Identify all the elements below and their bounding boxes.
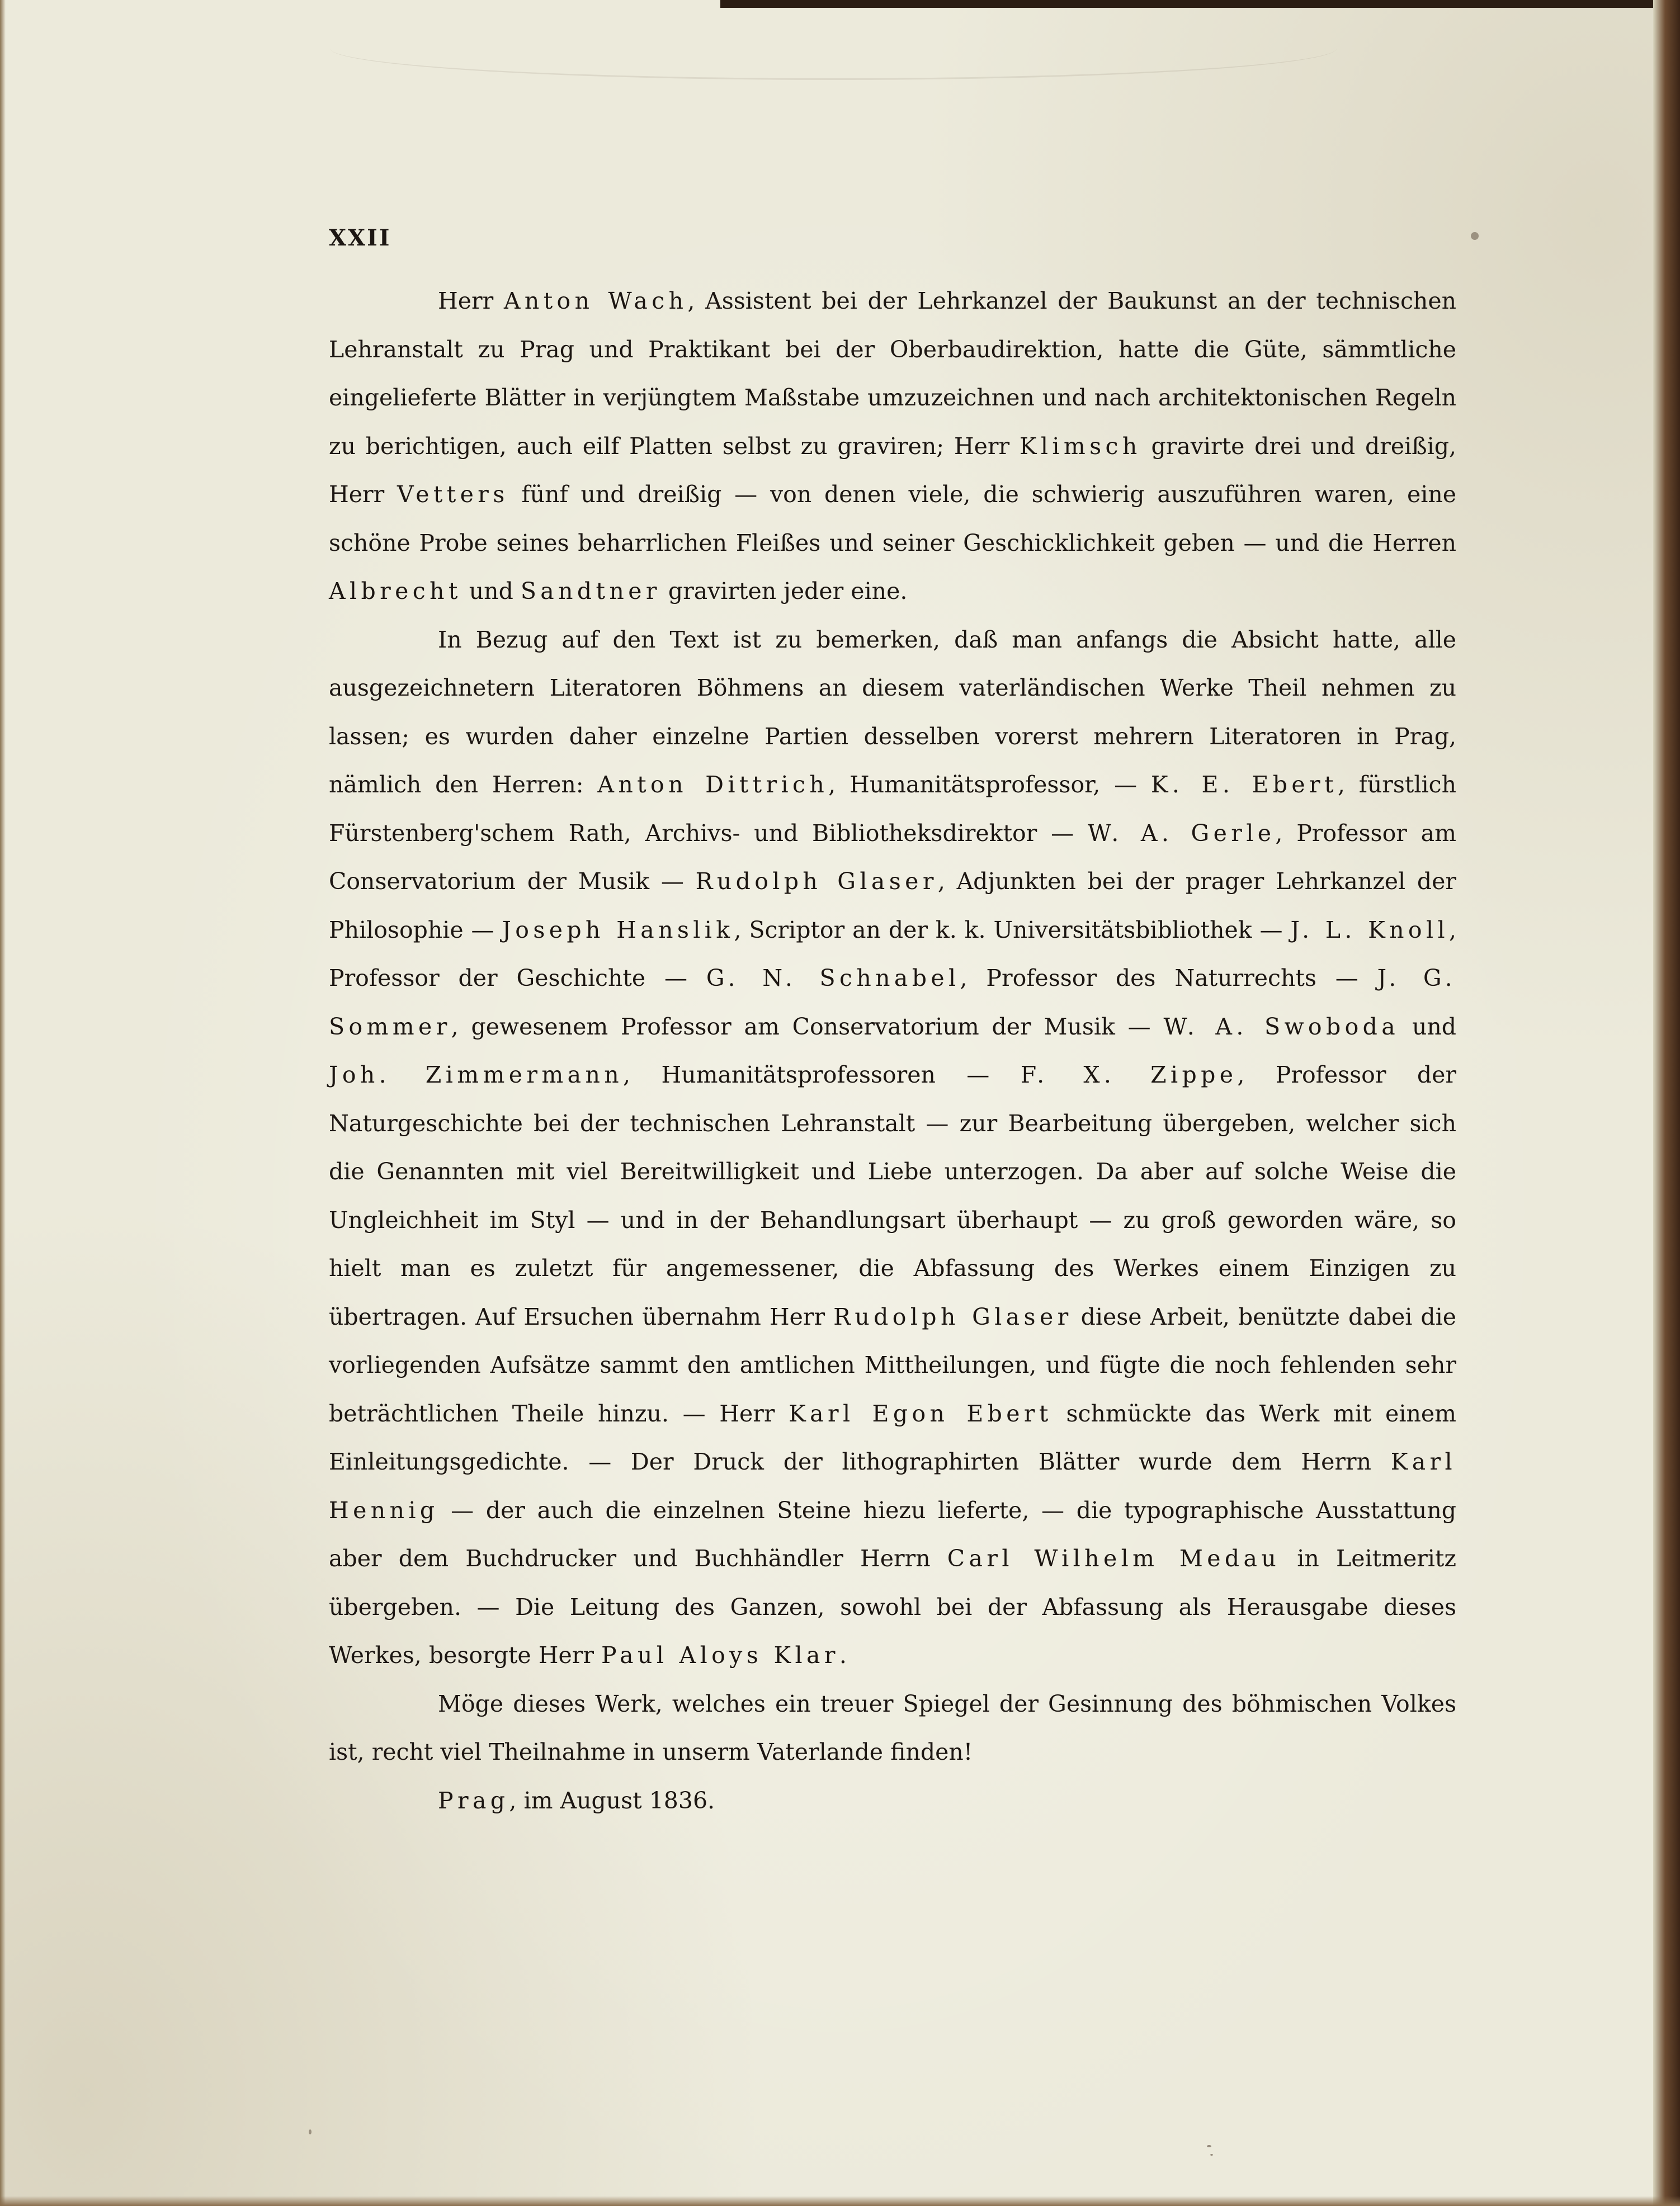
text-run: diese Arbeit, benützte dabei die vorliegenden Aufsätze sammt den amtlichen Mittheilungen, und fügte die noch fehlenden sehr beträchtlichen Theile hinzu. — Herr <box>329 1303 1456 1427</box>
text-run: gravirten jeder eine. <box>660 578 908 604</box>
spaced-name: Vetters <box>397 481 509 508</box>
spaced-name: Karl Egon Ebert <box>789 1400 1053 1427</box>
text-run: Herr <box>438 287 504 314</box>
text-run: , Professor des Naturrechts — <box>960 965 1377 991</box>
spaced-name: Paul Aloys Klar <box>601 1642 839 1669</box>
text-run: . <box>839 1642 847 1669</box>
scan-border-top <box>720 0 1680 8</box>
spaced-name: Anton Dittrich <box>597 771 829 798</box>
spaced-name: Joseph Hanslik <box>502 916 734 943</box>
text-run: , Adjunkten bei der prager Lehrkanzel der Philosophie — <box>329 868 1457 943</box>
page-number: XXII <box>329 225 391 251</box>
text-run: , Humanitätsprofessor, — <box>828 771 1151 798</box>
spaced-name: Carl Wilhelm Medau <box>947 1545 1281 1572</box>
text-run: , Professor am Conservatorium der Musik — <box>329 819 1457 895</box>
spaced-name: G. N. Schnabel <box>706 965 960 991</box>
dateline <box>329 1777 1456 1825</box>
spaced-name: W. A. Swoboda <box>1163 1013 1400 1040</box>
paper-speck <box>309 2129 312 2134</box>
text-run: und <box>1399 1013 1456 1040</box>
text-run: in Leitmeritz übergeben. — Die Leitung des Ganzen, sowohl bei der Abfassung als Herausgabe dieses Werkes, besorgte Herr <box>329 1545 1456 1669</box>
text-run: , Professor der Geschichte — <box>329 916 1456 991</box>
body-text <box>329 277 1456 1825</box>
page-edge-bottom <box>0 2196 1680 2206</box>
paragraph <box>329 616 1456 1680</box>
spaced-name: W. A. Gerle <box>1087 819 1276 847</box>
text-run: schmückte das Werk mit einem Einleitungsgedichte. — Der Druck der lithographirten Blätter wurde dem Herrn <box>329 1400 1456 1475</box>
text-run: , Humanitätsprofessoren — <box>623 1061 1021 1088</box>
spaced-name: F. X. Zippe <box>1020 1061 1238 1088</box>
spaced-name: J. G. Sommer <box>329 965 1456 1040</box>
text-run: , Scriptor an der k. k. Universitätsbibliothek — <box>734 916 1291 943</box>
text-run: und <box>461 578 521 604</box>
page-edge-right <box>1653 0 1680 2206</box>
text-run: fünf und dreißig — von denen viele, die schwierig auszuführen waren, eine schöne Probe seines beharrlichen Fleißes und seiner Geschicklichkeit geben — und die Herren <box>329 481 1457 556</box>
spaced-name: Anton Wach <box>503 287 688 314</box>
text-run: , Professor der Naturgeschichte bei der technischen Lehranstalt — zur Bearbeitung übergeben, welcher sich die Genannten mit viel Bereitwilligkeit und Liebe unterzogen. Da aber auf solche Weise die Ungleichheit im Styl — und in der Behandlungsart überhaupt — zu groß geworden wäre, so hielt man es zuletzt für angemessener, die Abfassung des Werkes einem Einzigen zu übertragen. Auf Ersuchen übernahm Herr <box>329 1061 1456 1330</box>
paper-speck <box>1207 2145 1211 2147</box>
text-run: In Bezug auf den Text ist zu bemerken, daß man anfangs die Absicht hatte, alle ausgezeichnetern Literatoren Böhmens an diesem vaterländischen Werke Theil nehmen zu lassen; es wurden daher einzelne Partien desselben vorerst mehrern Literatoren in Prag, nämlich den Herren: <box>329 626 1456 798</box>
spaced-name: J. L. Knoll <box>1290 916 1449 943</box>
text-run: , gewesenem Professor am Conservatorium der Musik — <box>451 1013 1164 1040</box>
paper-speck <box>1210 2154 1213 2156</box>
text-run: gravirte drei und dreißig, Herr <box>329 432 1456 508</box>
spaced-name: Albrecht <box>329 578 462 604</box>
paper-speck <box>1471 232 1479 240</box>
spaced-name: Sandtner <box>520 578 661 604</box>
spaced-name: Joh. Zimmermann <box>329 1061 624 1088</box>
spaced-name: Karl Hennig <box>329 1448 1456 1524</box>
text-run: , im August 1836. <box>509 1787 715 1814</box>
text-run: Möge dieses Werk, welches ein treuer Spiegel der Gesinnung des böhmischen Volkes ist, recht viel Theilnahme in unserm Vaterlande finden! <box>329 1690 1456 1765</box>
text-run: , fürstlich Fürstenberg'schem Rath, Archivs- und Bibliotheksdirektor — <box>329 771 1456 847</box>
spaced-name: Rudolph Glaser <box>833 1303 1073 1330</box>
show-through-stain <box>330 17 1337 80</box>
paragraph <box>329 1680 1456 1777</box>
text-run: , Assistent bei der Lehrkanzel der Baukunst an der technischen Lehranstalt zu Prag und Praktikant bei der Oberbaudirektion, hatte die Güte, sämmtliche eingelieferte Blätter in verjüngtem Maßstabe umzuzeichnen und nach architektonischen Regeln zu berichtigen, auch eilf Platten selbst zu graviren; Herr <box>329 287 1456 460</box>
paragraph <box>329 277 1456 616</box>
spaced-name: Rudolph Glaser <box>695 868 938 895</box>
page-edge-left <box>0 0 6 2206</box>
text-run: — der auch die einzelnen Steine hiezu lieferte, — die typographische Ausstattung aber dem Buchdrucker und Buchhändler Herrn <box>329 1496 1456 1572</box>
spaced-name: Prag <box>438 1787 509 1814</box>
spaced-name: Klimsch <box>1019 432 1141 460</box>
spaced-name: K. E. Ebert <box>1150 771 1338 798</box>
